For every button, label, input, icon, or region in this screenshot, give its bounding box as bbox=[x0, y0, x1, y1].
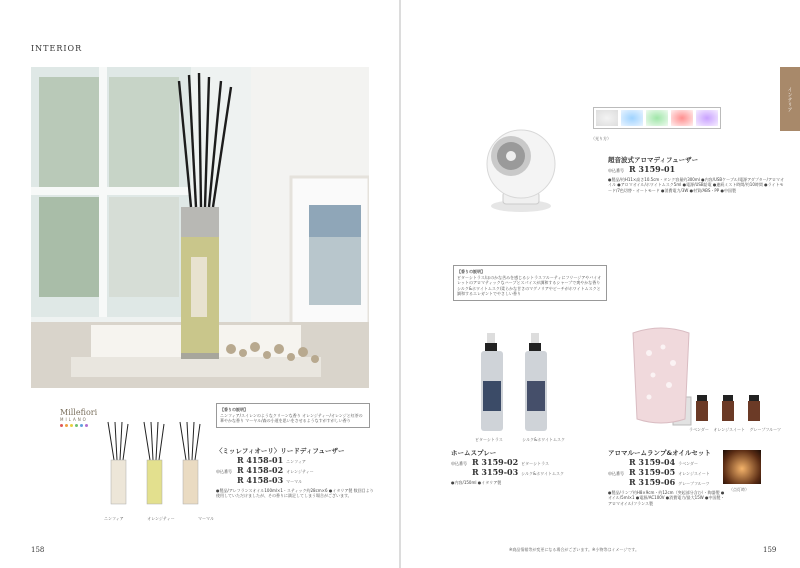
product-code-row bbox=[608, 477, 726, 487]
product-variant: グレープフルーツ bbox=[678, 481, 710, 486]
product-code-row bbox=[451, 467, 601, 477]
left-page bbox=[0, 0, 399, 568]
product-code: R 3159-03 bbox=[472, 467, 519, 477]
color-dot bbox=[65, 424, 68, 427]
scent-box-title: 【香りの説明】 bbox=[457, 269, 485, 274]
lit-caption: （点灯時） bbox=[729, 487, 749, 492]
spray-label: シルク&ホワイトムスク bbox=[522, 437, 565, 442]
product-variant: オレンジティー bbox=[286, 469, 314, 474]
light-color-strip bbox=[593, 107, 721, 129]
oil-label: グレープフルーツ bbox=[749, 427, 781, 432]
thumb-label: ニンフィア bbox=[104, 516, 124, 521]
hero-photo bbox=[31, 67, 369, 388]
brand-sub: MILANO bbox=[60, 417, 88, 422]
product-variant: ラベンダー bbox=[678, 461, 698, 466]
product-code: R 3159-01 bbox=[629, 164, 676, 174]
right-page bbox=[401, 0, 800, 568]
product-code: R 4158-03 bbox=[237, 475, 284, 485]
ultrasonic-diffuser-image bbox=[481, 122, 561, 214]
scent-box-body: ニンフィア/スイレンのようなクリーンな香り オレンジティー/オレンジと紅茶の華やかな香り マーヤル/森の小道を思いをさせるようなすがすがしい香り bbox=[220, 413, 363, 424]
reed-diffuser-info bbox=[216, 446, 376, 499]
product-code-row bbox=[608, 467, 726, 477]
light-color-swatch bbox=[621, 110, 643, 126]
order-label: 申込番号 bbox=[608, 168, 624, 173]
reed-diffuser-photo bbox=[31, 67, 369, 388]
product-code-row bbox=[216, 475, 376, 485]
aroma-lamp-image bbox=[619, 323, 703, 435]
product-code: R 3159-04 bbox=[629, 457, 676, 467]
light-color-swatch bbox=[671, 110, 693, 126]
color-dot bbox=[75, 424, 78, 427]
light-color-swatch bbox=[696, 110, 718, 126]
product-code-row bbox=[216, 465, 376, 475]
brand-name: Millefiori bbox=[60, 408, 98, 417]
order-label: 申込番号 bbox=[451, 461, 467, 466]
brand-logo bbox=[60, 408, 97, 427]
color-dot bbox=[70, 424, 73, 427]
color-caption: （光り方） bbox=[591, 136, 611, 141]
diffuser-spec: ●製品/約H11×高さ10.5cm・タンク容量約300ml ●内容/USBケーブル/電源アダプター/アロマオイル ●アロマオイル/ホワイトムスク5ml ●電源/USB給電 ●連続ミスト時間/約10時間 ●ライトモード/7色切替・オートモード ●消費電力/3W ●材質/ABS・PP ●中国製 bbox=[608, 177, 784, 193]
oil-labels bbox=[689, 427, 781, 433]
order-label: 申込番号 bbox=[608, 471, 624, 476]
footnote: ※商品情報等が変更になる場合がございます。※小物等はイメージです。 bbox=[509, 547, 639, 552]
product-spec: ●製品/アレフランスオイル100ml×1・スティック約28cm×6 ●イタリア製 数回目より使用していただけましたが、その香りに満足してしまう場合がございます。 bbox=[216, 488, 374, 499]
oil-label: ラベンダー bbox=[689, 427, 709, 432]
home-spray-bottles bbox=[477, 333, 557, 435]
scent-box-body: ビターシトラス/ほのかな苦みを感じるシトラスフルーティにフリージアやバイオレットのアロマティックなハーブとスパイスが調和するシャープで爽やかな香り シルク&ホワイトムスク/柔らかな甘さのマグノリアやピーチがホワイトムスクと調和するエレガントでやさしい香り bbox=[457, 275, 602, 297]
product-code: R 4158-01 bbox=[237, 455, 284, 465]
diffuser-info bbox=[608, 155, 784, 193]
spray-info bbox=[451, 448, 601, 485]
lamp-lit-image bbox=[723, 450, 761, 484]
page-number-right: 159 bbox=[763, 546, 777, 554]
scent-description-box bbox=[453, 265, 607, 301]
page-number-left: 158 bbox=[31, 546, 45, 554]
product-variant: マーマル bbox=[286, 479, 303, 484]
lamp-spec: ●製品/ランプ約H8×9cm・約12cm（突起部分含む）・陶器製 ●オイル/5ml×1 ●電源/AC100V ●消費電力/最大15W ●中国製・アロマオイル/フランス製 bbox=[608, 490, 725, 506]
product-code: R 3159-05 bbox=[629, 467, 676, 477]
color-dot bbox=[85, 424, 88, 427]
variant-thumbs bbox=[100, 420, 210, 512]
product-code-row bbox=[451, 457, 601, 467]
scent-box-title: 【香りの説明】 bbox=[220, 407, 248, 412]
section-title: INTERIOR bbox=[31, 44, 83, 53]
spray-labels bbox=[475, 437, 565, 443]
product-code: R 3159-02 bbox=[472, 457, 519, 467]
product-title: 〈ミッレフィオーリ〉リードディフューザー bbox=[216, 447, 345, 455]
spray-spec: ●内容/150ml ●イタリア製 bbox=[451, 480, 502, 485]
thumb-label: オレンジティー bbox=[147, 516, 175, 521]
product-variant: シルク&ホワイトムスク bbox=[521, 471, 564, 476]
light-color-swatch bbox=[596, 110, 618, 126]
scent-description-box bbox=[216, 403, 370, 428]
color-dot bbox=[80, 424, 83, 427]
lamp-info bbox=[608, 448, 726, 506]
diffuser-title: 超音波式アロマディフューザー bbox=[608, 156, 699, 164]
product-code-row bbox=[608, 457, 726, 467]
product-code-row bbox=[216, 455, 376, 465]
category-tab: インテリア bbox=[780, 67, 800, 131]
brand-dots bbox=[60, 424, 97, 427]
order-label: 申込番号 bbox=[216, 469, 232, 474]
color-dot bbox=[60, 424, 63, 427]
thumb-label: マーマル bbox=[197, 516, 214, 521]
product-variant: ニンフィア bbox=[286, 459, 306, 464]
thumb-labels bbox=[104, 516, 214, 522]
product-variant: ビターシトラス bbox=[521, 461, 549, 466]
product-variant: オレンジスイート bbox=[678, 471, 710, 476]
product-code: R 4158-02 bbox=[237, 465, 284, 475]
spray-label: ビターシトラス bbox=[475, 437, 503, 442]
product-code: R 3159-06 bbox=[629, 477, 676, 487]
essential-oil-bottles bbox=[693, 395, 765, 423]
product-code-row bbox=[608, 164, 784, 174]
light-color-swatch bbox=[646, 110, 668, 126]
oil-label: オレンジスイート bbox=[713, 427, 745, 432]
lamp-title: アロマルームランプ&オイルセット bbox=[608, 449, 711, 457]
spray-title: ホームスプレー bbox=[451, 449, 497, 457]
